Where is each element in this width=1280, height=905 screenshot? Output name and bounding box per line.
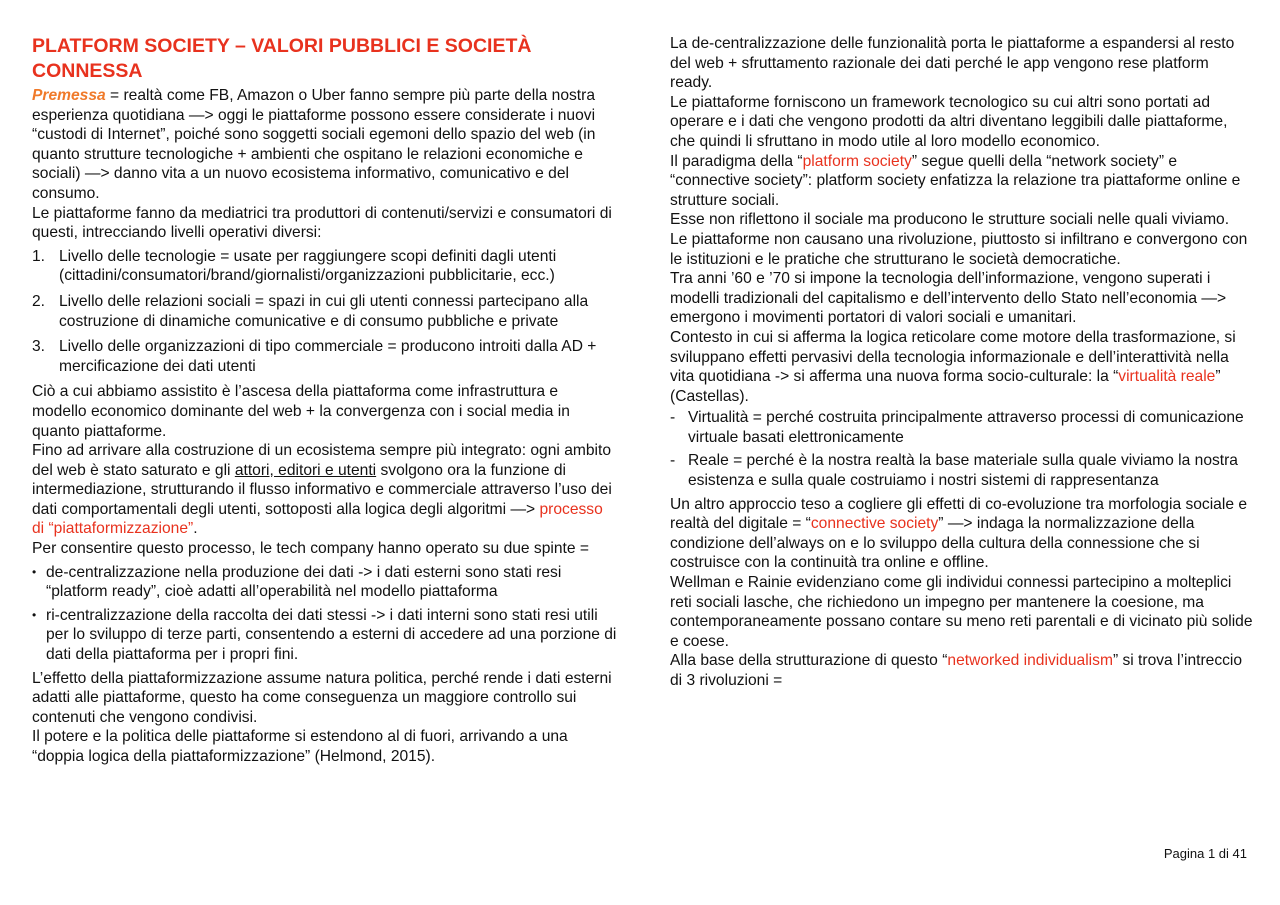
paragraph-contesto [670, 328, 1255, 406]
bullet-icon: • [32, 607, 37, 622]
bullet-icon: • [32, 564, 37, 579]
paragraph-anni-60-70: Tra anni ’60 e ’70 si impone la tecnologia dell’informazione, vengono superati i modelli tradizionali del capitalismo e dell’intervento dello Stato nell’economia —> emergono i movimenti portatori di valori sociali e umanitari. [670, 270, 1227, 327]
text-run: svolgono ora la funzione di intermediazione, strutturando il flusso informativo e commerciale attraverso l’uso dei dati comportamentali degli utenti, sottoposti alla logica degli algoritmi —> [32, 461, 612, 518]
highlight-text: platform society [802, 152, 912, 170]
paragraph-riflettono: Esse non riflettono il sociale ma producono le strutture sociali nelle quali viviamo. [670, 211, 1230, 229]
paragraph-ecosistema [32, 441, 617, 539]
paragraph-premessa [32, 86, 617, 204]
left-column [32, 34, 617, 767]
paragraph-potere: Il potere e la politica delle piattaforme si estendono al di fuori, arrivando a una “doppia logica della piattaformizzazione” (Helmond, 2015). [32, 728, 568, 765]
text-run: ” segue quelli della “network society” e “connective society”: platform society enfatizza la relazione tra piattaforme online e strutture sociali. [670, 152, 1241, 209]
text-run: Il paradigma della “ [670, 152, 803, 170]
text-run: Contesto in cui si afferma la logica reticolare come motore della trasformazione, si sviluppano effetti pervasivi della tecnologia informazionale e dell’interattività nella vita quotidiana -> si afferma una nuova forma socio-culturale: la “ [670, 328, 1236, 386]
paragraph-mediatrici: Le piattaforme fanno da mediatrici tra produttori di contenuti/servizi e consumatori di questi, intrecciando livelli operativi diversi: [32, 204, 612, 242]
paragraph-ascesa: Ciò a cui abbiamo assistito è l’ascesa della piattaforma come infrastruttura e modello economico dominante del web + la convergenza con i social media in quanto piattaforme. [32, 383, 570, 440]
right-column [670, 34, 1255, 691]
list-item [32, 606, 617, 665]
text-run: ” si trova l’intreccio di 3 rivoluzioni = [670, 652, 1243, 689]
premessa-text: = realtà come FB, Amazon o Uber fanno sempre più parte della nostra esperienza quotidiana —> oggi le piattaforme possono essere considerate i nuovi “custodi di Internet”, poiché sono soggetti sociali egemoni dello spazio del web (in quanto strutture tecnologiche + ambienti che ospitano le relazioni economiche e sociali) —> danno vita a un nuovo ecosistema informativo, comunicativo e del consumo. [32, 87, 596, 202]
list-item-text: Livello delle relazioni sociali = spazi in cui gli utenti connessi partecipano alla costruzione di dinamiche comunicative e di consumo pubbliche e private [59, 292, 589, 330]
text-run: ” —> indaga la normalizzazione della condizione dell’always on e lo sviluppo della cultura della connessione che si costruisce con la continuità tra online e offline. [670, 515, 1200, 572]
dash-list [670, 408, 1255, 490]
text-run: Un altro approccio teso a cogliere gli effetti di co-evoluzione tra morfologia sociale e realtà del digitale = “ [670, 495, 1247, 533]
underlined-text: attori, editori e utenti [234, 461, 377, 479]
paragraph-connective [670, 495, 1255, 573]
page-number: Pagina 1 di 41 [1163, 846, 1247, 861]
list-item-text: Virtualità = perché costruita principalmente attraverso processi di comunicazione virtuale basati elettronicamente [688, 409, 1244, 446]
levels-list [32, 247, 617, 377]
paragraph-decentralizzazione: La de-centralizzazione delle funzionalità porta le piattaforme a espandersi al resto del web + sfruttamento razionale dei dati perché le app vengono rese platform ready. [670, 35, 1235, 92]
paragraph-effetto: L’effetto della piattaformizzazione assume natura politica, perché rende i dati esterni adatti alle piattaforme, questo ha come conseguenza un maggiore controllo sui contenuti che vengono condivisi. [32, 669, 612, 726]
highlight-text: networked individualism [947, 652, 1113, 670]
list-item [32, 337, 617, 376]
bullet-list [32, 563, 617, 665]
list-item-text: de-centralizzazione nella produzione dei dati -> i dati esterni sono stati resi “platform ready”, cioè adatti all’operabilità nel modello piattaforma [46, 563, 562, 601]
paragraph-networked [670, 651, 1255, 690]
text-run: ” (Castellas). [670, 368, 1221, 405]
list-number: 3. [32, 338, 46, 356]
premessa-label: Premessa [32, 87, 106, 104]
list-item [670, 408, 1255, 447]
list-item-text: Livello delle organizzazioni di tipo commerciale = producono introiti dalla AD + mercificazione dei dati utenti [59, 338, 597, 375]
paragraph-paradigma [670, 152, 1255, 211]
list-item [32, 247, 617, 286]
list-item [670, 451, 1255, 490]
list-number: 1. [32, 247, 46, 265]
document-title: PLATFORM SOCIETY – VALORI PUBBLICI E SOCIETÀ CONNESSA [32, 35, 532, 82]
text-run: . [193, 520, 198, 538]
list-item-text: Livello delle tecnologie = usate per raggiungere scopi definiti dagli utenti (cittadini/consumatori/brand/giornalisti/organizzazioni pubblicitarie, ecc.) [59, 247, 557, 285]
highlight-text: processo di “piattaformizzazione” [32, 500, 603, 538]
paragraph-rivoluzione: Le piattaforme non causano una rivoluzione, piuttosto si infiltrano e convergono con le istituzioni e le pratiche che strutturano le società democratiche. [670, 230, 1248, 268]
highlight-text: virtualità reale [1118, 368, 1216, 386]
paragraph-framework: Le piattaforme forniscono un framework tecnologico su cui altri sono portati ad operare e i dati che vengono prodotti da altri diventano leggibili dalle piattaforme, che quindi li sfruttano in modo utile al loro modello economico. [670, 93, 1228, 150]
paragraph-spinte: Per consentire questo processo, le tech company hanno operato su due spinte = [32, 540, 589, 558]
dash-icon: - [670, 409, 676, 427]
list-item-text: Reale = perché è la nostra realtà la base materiale sulla quale viviamo la nostra esistenza e sulla quale costruiamo i nostri sistemi di rappresentanza [688, 452, 1238, 490]
list-item-text: ri-centralizzazione della raccolta dei dati stessi -> i dati interni sono stati resi utili per lo sviluppo di terze parti, consentendo a esterni di accedere ad una porzione di dati della piattaforma per i propri fini. [46, 606, 617, 664]
text-run: Fino ad arrivare alla costruzione di un ecosistema sempre più integrato: ogni ambito del web è stato saturato e gli [32, 442, 612, 479]
dash-icon: - [670, 452, 676, 470]
list-item [32, 292, 617, 331]
text-run: Alla base della strutturazione di questo “ [670, 652, 948, 670]
paragraph-wellman: Wellman e Rainie evidenziano come gli individui connessi partecipino a molteplici reti sociali lasche, che richiedono un impegno per mantenere la coesione, ma contemporaneamente possano contare su meno reti parentali e di vicinato più solide e coese. [670, 574, 1253, 650]
list-item [32, 563, 617, 602]
highlight-text: connective society [810, 515, 939, 533]
list-number: 2. [32, 292, 46, 310]
